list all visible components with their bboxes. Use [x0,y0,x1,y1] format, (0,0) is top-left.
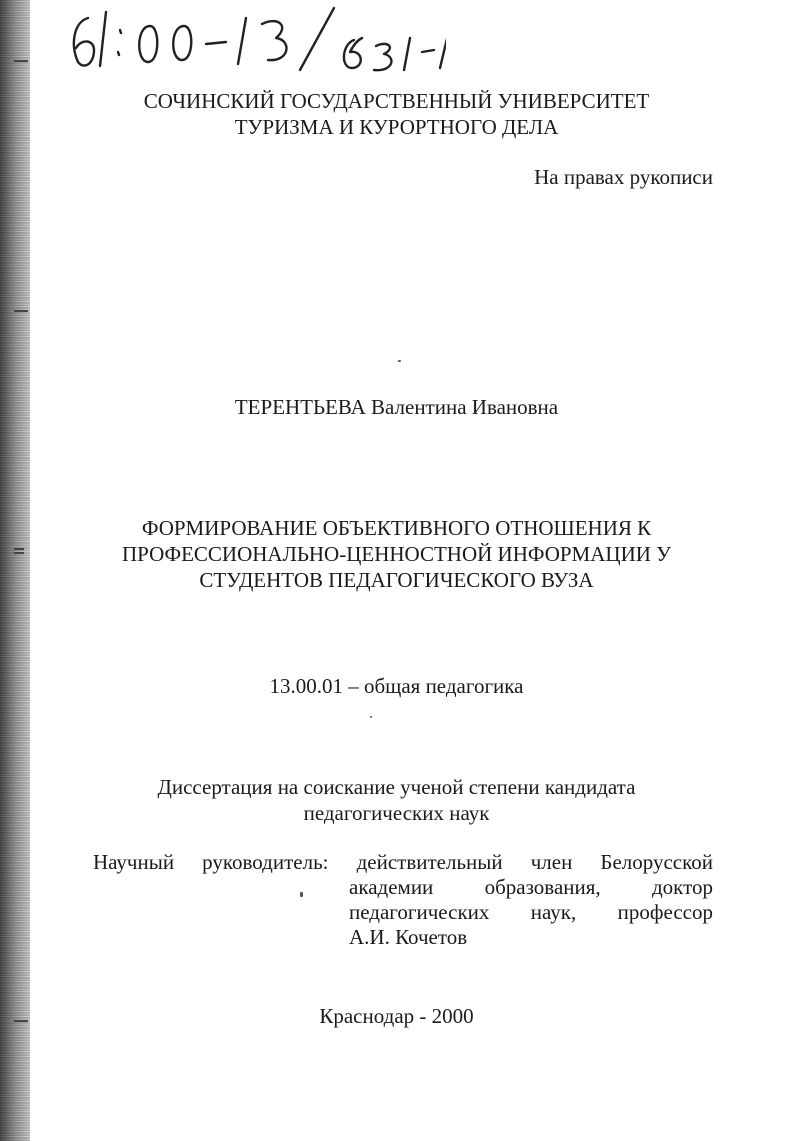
supervisor-row-3 [349,900,713,925]
supervisor-block [93,850,713,950]
title-line-2: ПРОФЕССИОНАЛЬНО-ЦЕННОСТНОЙ ИНФОРМАЦИИ У [121,542,672,566]
supervisor-row-2 [349,875,713,900]
supervisor-row-1 [93,850,713,875]
degree-line-2: педагогических наук [303,801,490,825]
supervisor-word: действительный [356,850,503,874]
manuscript-note: На правах рукописи [534,165,713,189]
supervisor-word: образования, [484,875,601,899]
title-line-3: СТУДЕНТОВ ПЕДАГОГИЧЕСКОГО ВУЗА [199,568,594,592]
supervisor-name: А.И. Кочетов [349,925,468,949]
supervisor-word: Белорусской [600,850,713,874]
supervisor-word: член [530,850,573,874]
university-line-2: ТУРИЗМА И КУРОРТНОГО ДЕЛА [234,115,559,139]
specialty-code: 13.00.01 – общая педагогика [269,674,524,698]
degree-line-1: Диссертация на соискание ученой степени кандидата [157,775,636,799]
dissertation-title [0,515,793,593]
degree-statement [0,774,793,826]
supervisor-word: наук, [530,900,577,924]
supervisor-word: педагогических [349,900,490,924]
handwritten-catalogue-number [66,4,446,74]
supervisor-word: Научный [93,850,175,874]
author-name: ТЕРЕНТЬЕВА Валентина Ивановна [234,395,559,419]
place-and-year: Краснодар - 2000 [319,1004,474,1028]
scan-speck [300,892,303,897]
scan-speck [398,360,401,362]
supervisor-word: руководитель: [202,850,329,874]
supervisor-word: академии [349,875,434,899]
supervisor-word: доктор [651,875,713,899]
scan-speck [370,716,372,718]
supervisor-word: профессор [617,900,713,924]
university-line-1: СОЧИНСКИЙ ГОСУДАРСТВЕННЫЙ УНИВЕРСИТЕТ [143,89,650,113]
university-name [80,88,713,140]
title-line-1: ФОРМИРОВАНИЕ ОБЪЕКТИВНОГО ОТНОШЕНИЯ К [141,516,652,540]
